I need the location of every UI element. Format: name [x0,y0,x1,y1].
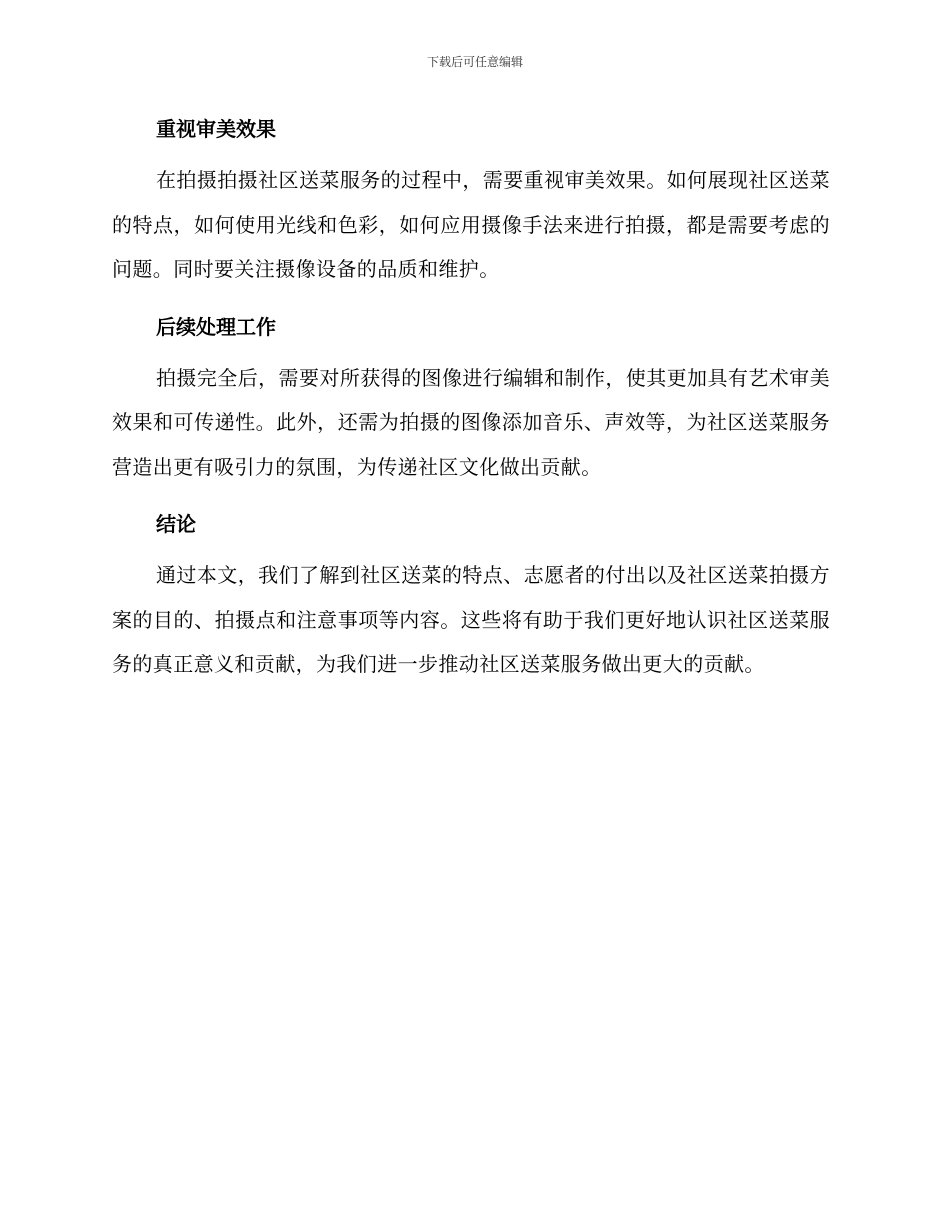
section-aesthetics [112,110,830,292]
section-post-processing [112,308,830,490]
section-paragraph: 通过本文，我们了解到社区送菜的特点、志愿者的付出以及社区送菜拍摄方案的目的、拍摄点和注意事项等内容。这些将有助于我们更好地认识社区送菜服务的真正意义和贡献，为我们进一步推动社区送菜服务做出更大的贡献。 [112,563,830,676]
page-header: 下载后可任意编辑 [426,55,523,69]
document-body [112,110,830,703]
section-heading: 结论 [156,512,196,536]
section-paragraph: 拍摄完全后，需要对所获得的图像进行编辑和制作，使其更加具有艺术审美效果和可传递性。此外，还需为拍摄的图像添加音乐、声效等，为社区送菜服务营造出更有吸引力的氛围，为传递社区文化做出贡献。 [112,365,830,479]
section-conclusion [112,505,830,687]
section-paragraph: 在拍摄拍摄社区送菜服务的过程中，需要重视审美效果。如何展现社区送菜的特点，如何使用光线和色彩，如何应用摄像手法来进行拍摄，都是需要考虑的问题。同时要关注摄像设备的品质和维护。 [112,168,830,281]
section-heading: 后续处理工作 [156,314,276,339]
section-heading: 重视审美效果 [156,117,276,141]
